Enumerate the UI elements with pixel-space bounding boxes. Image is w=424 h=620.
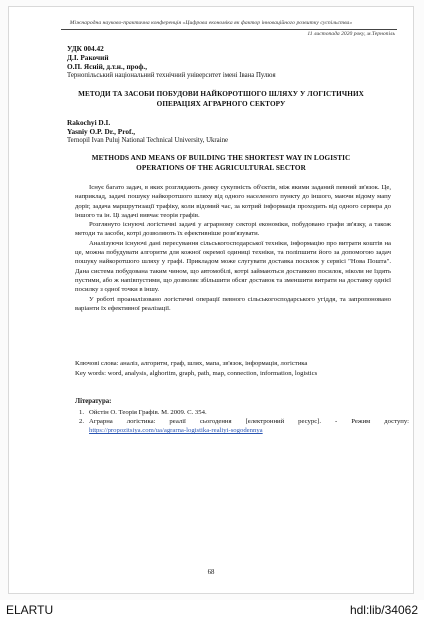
title-en-line-2: OPERATIONS OF THE AGRICULTURAL SECTOR [136,164,306,172]
abstract-paragraph-3: Аналізуючи існуючі дані пересування сільськогосподарської техніки, інформацію про витрати коштів на це, можна побудувати алгоритм для кожної окремої одиниці техніки, та поліпшити його за допомогою задач пошуку найкоротшого шляху у графі. Прикладом може слугувати доставка посилок у сервісі "Нова Пошта". Дана система побудована таким чином, що автомобілі, котрі займаються доставкою посилок, ніколи не їздять пустими, або ж напівпустими, що дозволяє збільшити обсяг доставок та зменшити витрати на доставку однієї посилку з одної точки в іншу. [75,239,391,294]
handle-identifier: hdl:lib/34062 [349,603,418,617]
page-number: 68 [207,569,215,576]
paper-page [8,6,414,594]
abstract-paragraph-2: Розглянуто існуючі логістичні задачі у аграрному секторі економіки, побудовано графи зв'язку, а також методи та засоби, котрі дозволяють їх ефективніше розв'язувати. [75,221,391,238]
reference-item [79,417,409,435]
reference-item [79,408,409,417]
affiliation-en: Ternopil Ivan Puluj National Technical University, Ukraine [67,137,228,144]
reference-number: 1. [79,409,85,416]
author-en-1: Rakochyi D.I. [67,118,111,127]
author-ua-1: Д.І. Ракочий [67,53,109,62]
conference-header: Міжнародна науково-практична конференція «Цифрова економіка як фактор інноваційного розвитку суспільства» [69,20,353,26]
title-en-line-1: METHODS AND MEANS OF BUILDING THE SHORTEST WAY IN LOGISTIC [91,154,351,162]
references-title: Література: [75,398,112,405]
title-ua [69,89,373,109]
repository-footer [0,600,424,620]
reference-text: Ойстін О. Теорія Графів. М. 2009. С. 354. [89,409,207,416]
header-rule [61,29,397,30]
references-list [75,408,409,436]
abstract [75,183,391,313]
abstract-paragraph-4: У роботі проаналізовано логістичні операції певного сільськогосподарського угіддя, та запропоновано варіанти їх ефективної реалізації. [75,295,391,312]
conference-date: 11 листопада 2020 року, м.Тернопіль [307,31,395,37]
title-en [69,153,373,173]
title-ua-line-2: ОПЕРАЦІЯХ АГРАРНОГО СЕКТОРУ [156,100,286,108]
title-ua-line-1: МЕТОДИ ТА ЗАСОБИ ПОБУДОВИ НАЙКОРОТШОГО ШЛЯХУ У ЛОГІСТИЧНИХ [78,90,364,98]
udc-code: УДК 004.42 [67,44,104,53]
reference-text: Аграрна логістика: реалії сьогодення [електронний ресурс]. - Режим доступу: [89,418,409,426]
reference-number: 2. [79,418,85,426]
author-ua-2: О.П. Ясній, д.т.н., проф., [67,62,148,71]
affiliation-ua: Тернопільський національний технічний університет імені Івана Пулюя [67,72,276,79]
reference-link[interactable]: https://propozitsiya.com/ua/agrarna-logistika-realiyi-sogodennya [89,427,263,435]
author-en-2: Yasniy O.P. Dr., Prof., [67,127,136,136]
abstract-paragraph-1: Існує багато задач, в яких розглядають деяку сукупність об'єктів, між якими заданий певний зв'язок. Це, наприклад, задачі пошуку найкоротшого шляху від одного населеного пункту до іншого, маючи відому мапу доріг, задача маршрутизації трафіку, коли відомий час, за котрий інформація проходить від одного сервера до іншого та ін. Ці задачі вивчає теорія графів. [75,184,391,219]
keywords-ua: Ключові слова: аналіз, алгоритм, граф, шлях, мапа, зв'язок, інформація, логістика [75,360,308,367]
keywords-en: Key words: word, analysis, alghoritm, graph, path, map, connection, information, logistics [75,370,318,377]
repository-name: ELARTU [6,603,54,617]
